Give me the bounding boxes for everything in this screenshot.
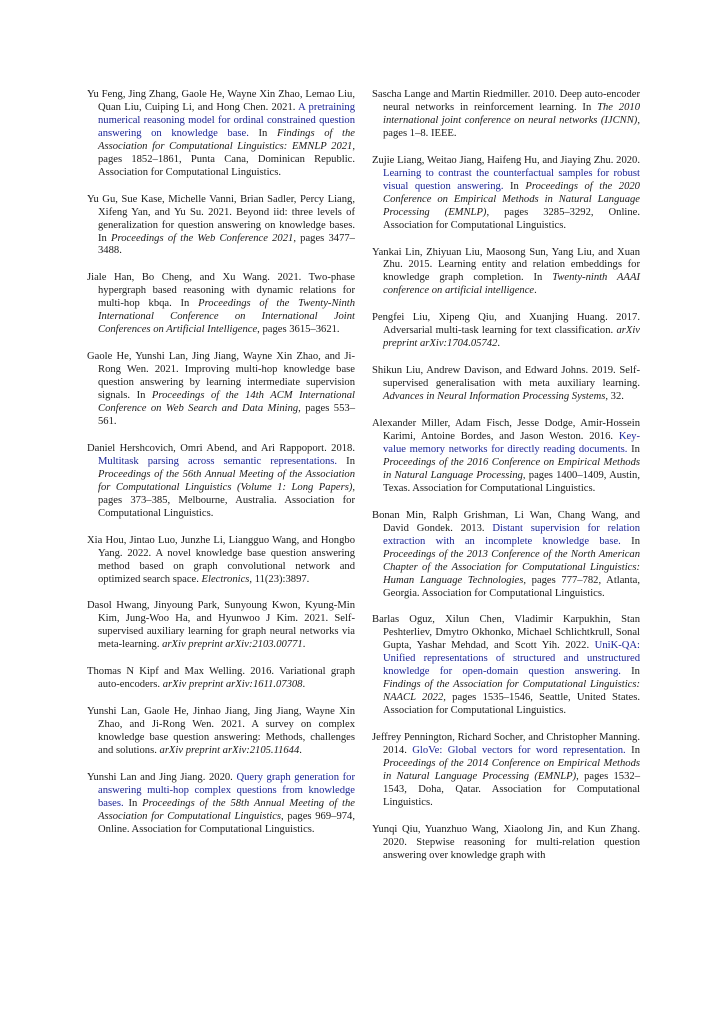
reference-entry xyxy=(87,194,355,259)
reference-entry xyxy=(87,272,355,337)
reference-text: Bonan Min, Ralph Grishman, Li Wan, Chang Wang, and David Gondek. 2013. xyxy=(372,509,640,534)
reference-text: Xia Hou, Jintao Luo, Junzhe Li, Liangguo Wang, and Hongbo Yang. 2022. A novel knowledge base question answering method based on graph convolutional network and optimized search space. xyxy=(87,534,355,585)
reference-venue: Proceedings of the 2020 Conference on Empirical Methods in Natural Language Processing (EMNLP) xyxy=(383,180,640,218)
reference-entry xyxy=(87,706,355,758)
reference-link[interactable]: Distant supervision for relation extraction with an incomplete knowledge base. xyxy=(383,522,640,547)
reference-text: , 11(23):3897. xyxy=(249,573,310,585)
reference-venue: Findings of the Association for Computational Linguistics: NAACL 2022 xyxy=(383,679,640,704)
reference-entry xyxy=(87,600,355,652)
reference-text: , pages 969–974, Online. Association for Computational Linguistics. xyxy=(98,810,355,835)
reference-venue: Proceedings of the 2013 Conference of the North American Chapter of the Association for Computational Linguistics: Human Language Technologies xyxy=(383,548,640,586)
reference-venue: Advances in Neural Information Processing Systems xyxy=(383,391,606,403)
reference-link[interactable]: UniK-QA: Unified representations of structured and unstructured knowledge for open-domain question answering. xyxy=(383,640,640,678)
reference-entry xyxy=(372,510,640,601)
reference-venue: arXiv preprint arXiv:2105.11644 xyxy=(159,745,300,757)
reference-text: , pages 1–8. IEEE. xyxy=(383,114,640,139)
reference-entry xyxy=(372,312,640,351)
reference-venue: arXiv preprint arXiv:1611.07308 xyxy=(162,679,303,691)
reference-link[interactable]: GloVe: Global vectors for word representation. xyxy=(412,745,626,757)
reference-entry xyxy=(372,824,640,863)
reference-text: In xyxy=(503,180,526,192)
reference-text: Alexander Miller, Adam Fisch, Jesse Dodge, Amir-Hossein Karimi, Antoine Bordes, and Jason Weston. 2016. xyxy=(372,418,640,443)
reference-text: , pages 1532–1543, Doha, Qatar. Association for Computational Linguistics. xyxy=(383,770,640,808)
reference-venue: Proceedings of the 2014 Conference on Empirical Methods in Natural Language Processing (EMNLP) xyxy=(383,757,640,782)
reference-venue: Proceedings of the 14th ACM International Conference on Web Search and Data Mining xyxy=(98,390,355,415)
reference-entry xyxy=(372,89,640,141)
reference-venue: arXiv preprint arXiv:1704.05742 xyxy=(383,325,640,350)
reference-entry xyxy=(87,535,355,587)
reference-text: Thomas N Kipf and Max Welling. 2016. Variational graph auto-encoders. xyxy=(87,666,355,691)
reference-text: In xyxy=(627,443,640,455)
reference-entry xyxy=(87,666,355,692)
reference-text: , pages 373–385, Melbourne, Australia. Association for Computational Linguistics. xyxy=(98,481,355,519)
reference-text: Barlas Oguz, Xilun Chen, Vladimir Karpukhin, Stan Peshterliev, Dmytro Okhonko, Michael Schlichtkrull, Sonal Gupta, Yashar Mehdad, and Scott Yih. 2022. xyxy=(372,614,640,652)
reference-text: Shikun Liu, Andrew Davison, and Edward Johns. 2019. Self-supervised generalisation with meta auxiliary learning. xyxy=(372,365,640,390)
reference-entry xyxy=(372,247,640,299)
reference-venue: Twenty-ninth AAAI conference on artificial intelligence xyxy=(383,272,640,297)
reference-text: . xyxy=(302,679,306,691)
reference-link[interactable]: Learning to contrast the counterfactual samples for robust visual question answering. xyxy=(383,167,640,192)
reference-text: Yunshi Lan and Jing Jiang. 2020. xyxy=(87,771,237,783)
reference-text: In xyxy=(620,666,640,678)
reference-entry xyxy=(87,351,355,429)
reference-link[interactable]: Multitask parsing across semantic representations. xyxy=(98,455,338,467)
reference-text: Daniel Hershcovich, Omri Abend, and Ari Rappoport. 2018. xyxy=(87,442,355,454)
reference-text: Jeffrey Pennington, Richard Socher, and Christopher Manning. 2014. xyxy=(372,732,640,757)
reference-link[interactable]: Key-value memory networks for directly reading documents. xyxy=(383,431,640,455)
reference-text: , pages 1852–1861, Punta Cana, Dominican Republic. Association for Computational Linguistics. xyxy=(98,140,355,178)
reference-entry xyxy=(87,89,355,180)
reference-text: Pengfei Liu, Xipeng Qiu, and Xuanjing Huang. 2017. Adversarial multi-task learning for text classification. xyxy=(372,312,640,337)
reference-text: , pages 777–782, Atlanta, Georgia. Association for Computational Linguistics. xyxy=(383,574,640,599)
reference-text: In xyxy=(625,745,640,757)
references-right-column xyxy=(372,89,640,877)
reference-venue: Findings of the Association for Computational Linguistics: EMNLP 2021 xyxy=(98,127,355,152)
reference-venue: Proceedings of the 2016 Conference on Empirical Methods in Natural Language Processing xyxy=(383,456,640,481)
reference-text: . xyxy=(534,285,537,297)
reference-venue: The 2010 international joint conference on neural networks (IJCNN) xyxy=(383,101,640,126)
reference-text: Yunqi Qiu, Yuanzhuo Wang, Xiaolong Jin, and Kun Zhang. 2020. Stepwise reasoning for multi-relation question answering over knowledge graph with xyxy=(372,823,640,861)
reference-text: In xyxy=(123,797,143,809)
reference-text: Yankai Lin, Zhiyuan Liu, Maosong Sun, Yang Liu, and Xuan Zhu. 2015. Learning entity and relation embeddings for knowledge graph completion. In xyxy=(372,246,640,284)
reference-venue: Proceedings of the 56th Annual Meeting of the Association for Computational Linguistics (Volume 1: Long Papers) xyxy=(98,468,355,493)
references-left-column xyxy=(87,89,355,851)
reference-text: , 32. xyxy=(605,391,624,403)
reference-entry xyxy=(372,418,640,496)
reference-entry xyxy=(372,365,640,404)
reference-text: . xyxy=(299,745,302,757)
reference-entry xyxy=(372,732,640,810)
reference-text: Yunshi Lan, Gaole He, Jinhao Jiang, Jing Jiang, Wayne Xin Zhao, and Ji-Rong Wen. 2021. A survey on complex knowledge base question answering: Methods, challenges and solutions. xyxy=(87,706,355,757)
reference-link[interactable]: A pretraining numerical reasoning model for ordinal constrained question answering on knowledge base. xyxy=(98,101,355,139)
reference-text: , pages 1400–1409, Austin, Texas. Association for Computational Linguistics. xyxy=(383,469,640,494)
reference-venue: Proceedings of the Twenty-Ninth International Conference on International Joint Conferences on Artificial Intelligence xyxy=(98,298,355,336)
reference-text: . xyxy=(497,338,501,350)
reference-text: . xyxy=(302,639,306,651)
reference-text: Yu Feng, Jing Zhang, Gaole He, Wayne Xin Zhao, Lemao Liu, Quan Liu, Cuiping Li, and Hong Chen. 2021. xyxy=(87,89,355,113)
reference-venue: Proceedings of the 58th Annual Meeting of the Association for Computational Linguistics xyxy=(98,797,355,822)
reference-text: , pages 3615–3621. xyxy=(257,324,340,336)
reference-venue: Proceedings of the Web Conference 2021 xyxy=(111,232,294,244)
reference-text: Gaole He, Yunshi Lan, Jing Jiang, Wayne Xin Zhao, and Ji-Rong Wen. 2021. Improving multi-hop knowledge base question answering by learning intermediate supervision signals. In xyxy=(87,351,355,402)
reference-venue: arXiv preprint arXiv:2103.00771 xyxy=(162,639,303,651)
reference-entry xyxy=(372,155,640,233)
reference-text: In xyxy=(248,127,277,139)
reference-text: Sascha Lange and Martin Riedmiller. 2010. Deep auto-encoder neural networks in reinforcement learning. In xyxy=(372,89,640,113)
reference-text: , pages 3285–3292, Online. Association for Computational Linguistics. xyxy=(383,206,640,231)
reference-link[interactable]: Query graph generation for answering multi-hop complex questions from knowledge bases. xyxy=(98,771,355,809)
reference-text: , pages 553–561. xyxy=(98,403,355,427)
reference-text: Dasol Hwang, Jinyoung Park, Sunyoung Kwon, Kyung-Min Kim, Jung-Woo Ha, and Hyunwoo J Kim. 2021. Self-supervised auxiliary learning for graph neural networks via meta-learning. xyxy=(87,600,355,651)
reference-text: In xyxy=(620,535,640,547)
reference-entry xyxy=(372,614,640,718)
reference-text: In xyxy=(337,455,355,467)
reference-text: Yu Gu, Sue Kase, Michelle Vanni, Brian Sadler, Percy Liang, Xifeng Yan, and Yu Su. 2021. Beyond iid: three levels of generalization for question answering on knowledge bases. In xyxy=(87,193,355,244)
reference-text: Zujie Liang, Weitao Jiang, Haifeng Hu, and Jiaying Zhu. 2020. xyxy=(372,154,640,166)
reference-venue: Electronics xyxy=(201,573,250,585)
reference-text: , pages 3477–3488. xyxy=(98,232,355,257)
reference-entry xyxy=(87,443,355,521)
reference-text: Jiale Han, Bo Cheng, and Xu Wang. 2021. Two-phase hypergraph based reasoning with dynamic relations for multi-hop kbqa. In xyxy=(87,272,355,310)
reference-text: , pages 1535–1546, Seattle, United States. Association for Computational Linguistics. xyxy=(383,692,640,717)
reference-entry xyxy=(87,772,355,837)
